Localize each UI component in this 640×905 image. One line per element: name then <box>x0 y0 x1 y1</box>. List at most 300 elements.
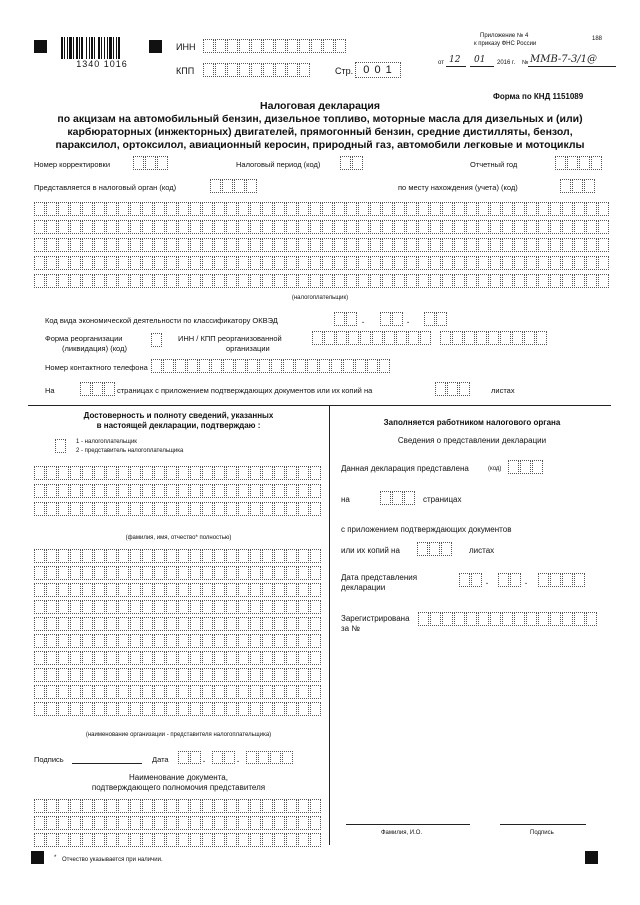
input-cell[interactable] <box>346 256 357 270</box>
input-cell[interactable] <box>226 484 237 498</box>
input-cell[interactable] <box>106 502 117 516</box>
input-cell[interactable] <box>370 256 381 270</box>
input-cell[interactable] <box>130 816 141 830</box>
input-cell[interactable] <box>331 359 342 373</box>
input-cell[interactable] <box>454 220 465 234</box>
input-cell[interactable] <box>250 600 261 614</box>
input-cell[interactable] <box>178 600 189 614</box>
input-cell[interactable] <box>70 617 81 631</box>
input-cell[interactable] <box>510 573 521 587</box>
input-cell[interactable] <box>239 39 250 53</box>
input-cell[interactable] <box>538 202 549 216</box>
input-cell[interactable] <box>310 484 321 498</box>
input-cell[interactable] <box>130 484 141 498</box>
input-cell[interactable] <box>310 549 321 563</box>
input-cell[interactable] <box>82 502 93 516</box>
input-cell[interactable] <box>82 566 93 580</box>
input-cell[interactable] <box>202 583 213 597</box>
input-cell[interactable] <box>299 63 310 77</box>
input-cell[interactable] <box>358 274 369 288</box>
input-cell[interactable] <box>58 238 69 252</box>
input-cell[interactable] <box>238 799 249 813</box>
input-cell[interactable] <box>274 484 285 498</box>
input-cell[interactable] <box>274 256 285 270</box>
input-cell[interactable] <box>82 202 93 216</box>
input-cell[interactable] <box>538 274 549 288</box>
input-cell[interactable] <box>202 549 213 563</box>
input-cell[interactable] <box>262 617 273 631</box>
signature-line[interactable] <box>72 763 142 764</box>
input-cell[interactable] <box>343 359 354 373</box>
input-cell[interactable] <box>394 238 405 252</box>
input-cell[interactable] <box>130 220 141 234</box>
input-cell[interactable] <box>424 312 435 326</box>
input-cell[interactable] <box>46 799 57 813</box>
input-cell[interactable] <box>358 202 369 216</box>
input-cell[interactable] <box>250 799 261 813</box>
input-cell[interactable] <box>322 202 333 216</box>
input-cell[interactable] <box>106 833 117 847</box>
input-cell[interactable] <box>560 179 571 193</box>
input-cell[interactable] <box>442 220 453 234</box>
input-cell[interactable] <box>94 549 105 563</box>
input-cell[interactable] <box>334 202 345 216</box>
input-cell[interactable] <box>190 220 201 234</box>
input-cell[interactable] <box>454 202 465 216</box>
input-cell[interactable] <box>262 256 273 270</box>
input-cell[interactable] <box>70 685 81 699</box>
input-cell[interactable] <box>418 256 429 270</box>
input-cell[interactable] <box>166 799 177 813</box>
input-cell[interactable] <box>310 685 321 699</box>
input-cell[interactable] <box>106 685 117 699</box>
input-cell[interactable] <box>163 359 174 373</box>
input-cell[interactable] <box>417 542 428 556</box>
input-cell[interactable] <box>178 833 189 847</box>
input-cell[interactable] <box>340 156 351 170</box>
reorg-inn-cells[interactable] <box>312 331 432 345</box>
input-cell[interactable] <box>166 202 177 216</box>
input-cell[interactable] <box>310 617 321 631</box>
input-cell[interactable] <box>286 583 297 597</box>
input-cell[interactable] <box>238 502 249 516</box>
input-cell[interactable] <box>82 256 93 270</box>
input-cell[interactable] <box>275 63 286 77</box>
input-cell[interactable] <box>346 202 357 216</box>
input-cell[interactable] <box>226 685 237 699</box>
representative-org-grid[interactable] <box>34 549 322 719</box>
authority-doc-grid[interactable] <box>34 799 322 850</box>
input-cell[interactable] <box>178 634 189 648</box>
input-cell[interactable] <box>154 466 165 480</box>
input-cell[interactable] <box>286 502 297 516</box>
input-cell[interactable] <box>298 549 309 563</box>
input-cell[interactable] <box>238 484 249 498</box>
input-cell[interactable] <box>34 600 45 614</box>
input-cell[interactable] <box>286 833 297 847</box>
input-cell[interactable] <box>251 39 262 53</box>
input-cell[interactable] <box>429 542 440 556</box>
input-cell[interactable] <box>226 600 237 614</box>
input-cell[interactable] <box>250 651 261 665</box>
input-cell[interactable] <box>94 238 105 252</box>
input-cell[interactable] <box>490 256 501 270</box>
input-cell[interactable] <box>567 156 578 170</box>
input-cell[interactable] <box>286 220 297 234</box>
input-cell[interactable] <box>262 566 273 580</box>
input-cell[interactable] <box>466 202 477 216</box>
input-cell[interactable] <box>250 583 261 597</box>
input-cell[interactable] <box>312 331 323 345</box>
input-cell[interactable] <box>274 466 285 480</box>
confirm-type-cell[interactable] <box>55 439 67 453</box>
input-cell[interactable] <box>310 256 321 270</box>
input-cell[interactable] <box>70 466 81 480</box>
input-cell[interactable] <box>238 202 249 216</box>
input-cell[interactable] <box>190 751 201 764</box>
input-cell[interactable] <box>250 202 261 216</box>
input-cell[interactable] <box>223 359 234 373</box>
input-cell[interactable] <box>430 274 441 288</box>
input-cell[interactable] <box>178 651 189 665</box>
input-cell[interactable] <box>307 359 318 373</box>
input-cell[interactable] <box>178 484 189 498</box>
input-cell[interactable] <box>526 274 537 288</box>
input-cell[interactable] <box>262 833 273 847</box>
input-cell[interactable] <box>118 566 129 580</box>
input-cell[interactable] <box>238 238 249 252</box>
input-cell[interactable] <box>226 274 237 288</box>
input-cell[interactable] <box>286 617 297 631</box>
input-cell[interactable] <box>262 466 273 480</box>
input-cell[interactable] <box>94 502 105 516</box>
input-cell[interactable] <box>214 484 225 498</box>
input-cell[interactable] <box>58 702 69 716</box>
input-cell[interactable] <box>251 63 262 77</box>
input-cell[interactable] <box>238 583 249 597</box>
input-cell[interactable] <box>94 220 105 234</box>
input-cell[interactable] <box>526 238 537 252</box>
submit-date-day[interactable] <box>459 573 483 587</box>
input-cell[interactable] <box>214 256 225 270</box>
input-cell[interactable] <box>190 617 201 631</box>
input-cell[interactable] <box>250 816 261 830</box>
input-cell[interactable] <box>310 466 321 480</box>
input-cell[interactable] <box>203 39 214 53</box>
input-cell[interactable] <box>372 331 383 345</box>
input-cell[interactable] <box>154 833 165 847</box>
input-cell[interactable] <box>82 833 93 847</box>
input-cell[interactable] <box>574 612 585 626</box>
input-cell[interactable] <box>34 816 45 830</box>
input-cell[interactable] <box>58 816 69 830</box>
input-cell[interactable] <box>106 583 117 597</box>
input-cell[interactable] <box>598 202 609 216</box>
input-cell[interactable] <box>106 238 117 252</box>
input-cell[interactable] <box>298 617 309 631</box>
input-cell[interactable] <box>310 220 321 234</box>
input-cell[interactable] <box>58 502 69 516</box>
input-cell[interactable] <box>82 238 93 252</box>
location-cells[interactable] <box>560 179 596 193</box>
input-cell[interactable] <box>94 799 105 813</box>
input-cell[interactable] <box>310 502 321 516</box>
input-cell[interactable] <box>70 566 81 580</box>
input-cell[interactable] <box>106 816 117 830</box>
pages-count-cells[interactable] <box>80 382 116 396</box>
input-cell[interactable] <box>262 220 273 234</box>
input-cell[interactable] <box>34 685 45 699</box>
input-cell[interactable] <box>514 238 525 252</box>
input-cell[interactable] <box>274 617 285 631</box>
input-cell[interactable] <box>214 833 225 847</box>
input-cell[interactable] <box>142 685 153 699</box>
input-cell[interactable] <box>142 583 153 597</box>
input-cell[interactable] <box>274 668 285 682</box>
input-cell[interactable] <box>70 256 81 270</box>
input-cell[interactable] <box>334 274 345 288</box>
input-cell[interactable] <box>46 502 57 516</box>
input-cell[interactable] <box>130 238 141 252</box>
input-cell[interactable] <box>238 634 249 648</box>
input-cell[interactable] <box>226 256 237 270</box>
input-cell[interactable] <box>130 833 141 847</box>
input-cell[interactable] <box>250 238 261 252</box>
input-cell[interactable] <box>274 502 285 516</box>
input-cell[interactable] <box>226 651 237 665</box>
input-cell[interactable] <box>246 179 257 193</box>
input-cell[interactable] <box>154 502 165 516</box>
input-cell[interactable] <box>46 274 57 288</box>
input-cell[interactable] <box>526 612 537 626</box>
input-cell[interactable] <box>70 274 81 288</box>
input-cell[interactable] <box>336 331 347 345</box>
input-cell[interactable] <box>46 583 57 597</box>
input-cell[interactable] <box>250 466 261 480</box>
input-cell[interactable] <box>275 39 286 53</box>
input-cell[interactable] <box>476 331 487 345</box>
input-cell[interactable] <box>550 220 561 234</box>
input-cell[interactable] <box>286 202 297 216</box>
input-cell[interactable] <box>334 220 345 234</box>
input-cell[interactable] <box>70 799 81 813</box>
input-cell[interactable] <box>466 238 477 252</box>
input-cell[interactable] <box>250 617 261 631</box>
input-cell[interactable] <box>238 466 249 480</box>
input-cell[interactable] <box>58 651 69 665</box>
input-cell[interactable] <box>430 612 441 626</box>
input-cell[interactable] <box>130 202 141 216</box>
input-cell[interactable] <box>82 668 93 682</box>
input-cell[interactable] <box>118 484 129 498</box>
input-cell[interactable] <box>46 833 57 847</box>
input-cell[interactable] <box>598 256 609 270</box>
input-cell[interactable] <box>274 816 285 830</box>
input-cell[interactable] <box>58 600 69 614</box>
input-cell[interactable] <box>142 220 153 234</box>
input-cell[interactable] <box>34 799 45 813</box>
fio-line[interactable] <box>346 824 470 825</box>
input-cell[interactable] <box>526 256 537 270</box>
input-cell[interactable] <box>454 274 465 288</box>
input-cell[interactable] <box>430 202 441 216</box>
input-cell[interactable] <box>324 331 335 345</box>
input-cell[interactable] <box>70 549 81 563</box>
input-cell[interactable] <box>298 202 309 216</box>
input-cell[interactable] <box>394 220 405 234</box>
input-cell[interactable] <box>298 600 309 614</box>
input-cell[interactable] <box>382 256 393 270</box>
input-cell[interactable] <box>178 685 189 699</box>
input-cell[interactable] <box>142 799 153 813</box>
input-cell[interactable] <box>310 583 321 597</box>
input-cell[interactable] <box>166 685 177 699</box>
input-cell[interactable] <box>154 634 165 648</box>
input-cell[interactable] <box>154 566 165 580</box>
input-cell[interactable] <box>286 668 297 682</box>
input-cell[interactable] <box>70 668 81 682</box>
input-cell[interactable] <box>106 274 117 288</box>
input-cell[interactable] <box>166 816 177 830</box>
input-cell[interactable] <box>262 668 273 682</box>
input-cell[interactable] <box>70 220 81 234</box>
input-cell[interactable] <box>175 359 186 373</box>
input-cell[interactable] <box>262 502 273 516</box>
input-cell[interactable] <box>190 634 201 648</box>
input-cell[interactable] <box>226 549 237 563</box>
input-cell[interactable] <box>555 156 566 170</box>
input-cell[interactable] <box>334 256 345 270</box>
input-cell[interactable] <box>211 359 222 373</box>
input-cell[interactable] <box>490 274 501 288</box>
input-cell[interactable] <box>82 702 93 716</box>
input-cell[interactable] <box>58 466 69 480</box>
input-cell[interactable] <box>310 668 321 682</box>
input-cell[interactable] <box>202 668 213 682</box>
input-cell[interactable] <box>536 331 547 345</box>
input-cell[interactable] <box>394 256 405 270</box>
input-cell[interactable] <box>94 685 105 699</box>
input-cell[interactable] <box>34 833 45 847</box>
input-cell[interactable] <box>190 685 201 699</box>
input-cell[interactable] <box>166 549 177 563</box>
input-cell[interactable] <box>34 202 45 216</box>
input-cell[interactable] <box>178 799 189 813</box>
input-cell[interactable] <box>166 256 177 270</box>
input-cell[interactable] <box>154 799 165 813</box>
input-cell[interactable] <box>70 238 81 252</box>
input-cell[interactable] <box>46 634 57 648</box>
input-cell[interactable] <box>190 238 201 252</box>
input-cell[interactable] <box>360 331 371 345</box>
input-cell[interactable] <box>226 466 237 480</box>
input-cell[interactable] <box>466 612 477 626</box>
input-cell[interactable] <box>406 256 417 270</box>
input-cell[interactable] <box>154 651 165 665</box>
input-cell[interactable] <box>310 274 321 288</box>
input-cell[interactable] <box>274 702 285 716</box>
input-cell[interactable] <box>262 202 273 216</box>
input-cell[interactable] <box>142 274 153 288</box>
input-cell[interactable] <box>94 816 105 830</box>
input-cell[interactable] <box>226 220 237 234</box>
input-cell[interactable] <box>178 466 189 480</box>
input-cell[interactable] <box>459 573 470 587</box>
input-cell[interactable] <box>226 566 237 580</box>
input-cell[interactable] <box>118 634 129 648</box>
input-cell[interactable] <box>418 238 429 252</box>
input-cell[interactable] <box>130 502 141 516</box>
input-cell[interactable] <box>130 617 141 631</box>
input-cell[interactable] <box>34 566 45 580</box>
input-cell[interactable] <box>238 549 249 563</box>
authority-signature-line[interactable] <box>500 824 586 825</box>
input-cell[interactable] <box>562 238 573 252</box>
input-cell[interactable] <box>190 566 201 580</box>
input-cell[interactable] <box>130 634 141 648</box>
input-cell[interactable] <box>58 566 69 580</box>
input-cell[interactable] <box>454 256 465 270</box>
input-cell[interactable] <box>406 202 417 216</box>
input-cell[interactable] <box>346 220 357 234</box>
input-cell[interactable] <box>262 799 273 813</box>
input-cell[interactable] <box>178 502 189 516</box>
input-cell[interactable] <box>214 600 225 614</box>
input-cell[interactable] <box>46 238 57 252</box>
tax-authority-cells[interactable] <box>210 179 258 193</box>
sign-date-month[interactable] <box>212 751 236 764</box>
input-cell[interactable] <box>214 651 225 665</box>
input-cell[interactable] <box>286 566 297 580</box>
input-cell[interactable] <box>310 651 321 665</box>
input-cell[interactable] <box>94 617 105 631</box>
input-cell[interactable] <box>226 816 237 830</box>
input-cell[interactable] <box>270 751 281 764</box>
report-year-cells[interactable] <box>555 156 603 170</box>
input-cell[interactable] <box>370 238 381 252</box>
input-cell[interactable] <box>94 668 105 682</box>
input-cell[interactable] <box>58 583 69 597</box>
input-cell[interactable] <box>562 573 573 587</box>
input-cell[interactable] <box>130 668 141 682</box>
input-cell[interactable] <box>418 612 429 626</box>
input-cell[interactable] <box>133 156 144 170</box>
input-cell[interactable] <box>215 39 226 53</box>
input-cell[interactable] <box>199 359 210 373</box>
input-cell[interactable] <box>82 651 93 665</box>
input-cell[interactable] <box>226 617 237 631</box>
input-cell[interactable] <box>106 702 117 716</box>
input-cell[interactable] <box>154 549 165 563</box>
input-cell[interactable] <box>250 668 261 682</box>
input-cell[interactable] <box>34 702 45 716</box>
input-cell[interactable] <box>466 256 477 270</box>
input-cell[interactable] <box>370 274 381 288</box>
input-cell[interactable] <box>262 816 273 830</box>
input-cell[interactable] <box>190 583 201 597</box>
input-cell[interactable] <box>190 651 201 665</box>
input-cell[interactable] <box>202 833 213 847</box>
input-cell[interactable] <box>562 256 573 270</box>
input-cell[interactable] <box>58 833 69 847</box>
input-cell[interactable] <box>298 634 309 648</box>
input-cell[interactable] <box>210 179 221 193</box>
input-cell[interactable] <box>202 816 213 830</box>
input-cell[interactable] <box>46 651 57 665</box>
input-cell[interactable] <box>286 685 297 699</box>
input-cell[interactable] <box>106 799 117 813</box>
input-cell[interactable] <box>262 238 273 252</box>
